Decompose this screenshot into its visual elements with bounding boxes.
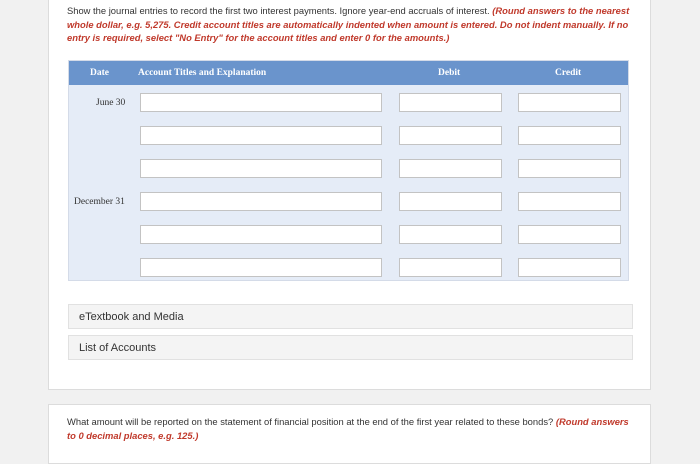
account-title-input[interactable]	[140, 93, 382, 112]
debit-input[interactable]	[399, 225, 502, 244]
header-debit: Debit	[438, 68, 461, 78]
journal-table	[68, 60, 629, 281]
entry-date-december-31: December 31	[74, 197, 125, 207]
header-account-titles: Account Titles and Explanation	[138, 68, 267, 78]
list-of-accounts-link[interactable]: List of Accounts	[68, 335, 633, 360]
header-credit: Credit	[555, 68, 582, 78]
debit-input[interactable]	[399, 258, 502, 277]
debit-input[interactable]	[399, 159, 502, 178]
instructions-emphasis: (Round answers to the nearest whole dollar, e.g. 5,275. Credit account titles are automatically indented when amount is entered. Do not indent manually. If no entry is required, select "No Entry" for the account titles and enter 0 for the amounts.)	[67, 5, 630, 43]
credit-input[interactable]	[518, 192, 621, 211]
debit-input[interactable]	[399, 93, 502, 112]
credit-input[interactable]	[518, 159, 621, 178]
credit-input[interactable]	[518, 93, 621, 112]
question-plain: What amount will be reported on the statement of financial position at the end of the first year related to these bonds?	[67, 416, 556, 427]
account-title-input[interactable]	[140, 225, 382, 244]
question-card	[48, 404, 651, 464]
journal-entry-card	[48, 0, 651, 390]
debit-input[interactable]	[399, 192, 502, 211]
credit-input[interactable]	[518, 225, 621, 244]
account-title-input[interactable]	[140, 192, 382, 211]
question-emphasis: (Round answers to 0 decimal places, e.g. 125.)	[67, 416, 629, 441]
credit-input[interactable]	[518, 258, 621, 277]
account-title-input[interactable]	[140, 258, 382, 277]
credit-input[interactable]	[518, 126, 621, 145]
debit-input[interactable]	[399, 126, 502, 145]
account-title-input[interactable]	[140, 126, 382, 145]
entry-date-june-30: June 30	[96, 98, 126, 108]
account-title-input[interactable]	[140, 159, 382, 178]
etextbook-media-link[interactable]: eTextbook and Media	[68, 304, 633, 329]
instructions-plain: Show the journal entries to record the first two interest payments. Ignore year-end accruals of interest.	[67, 5, 493, 16]
instructions-text	[67, 4, 637, 45]
journal-table-header	[69, 61, 628, 85]
question-text	[67, 415, 632, 443]
header-date: Date	[90, 68, 109, 78]
